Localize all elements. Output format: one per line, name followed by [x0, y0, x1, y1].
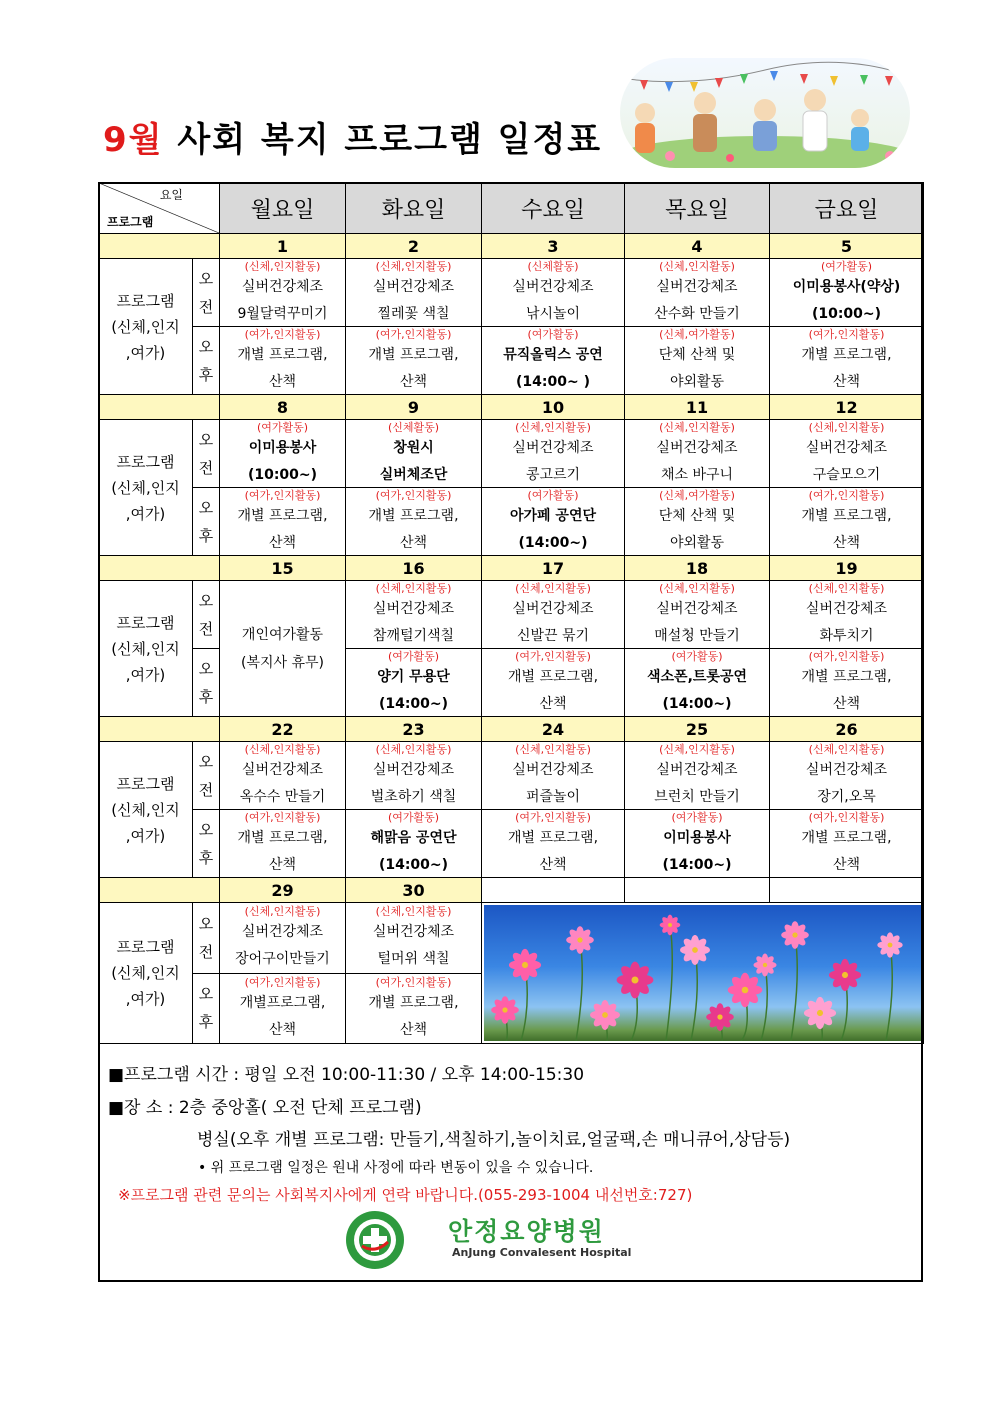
activity-category: (신체,인지활동) [375, 743, 452, 756]
activity-category: (신체,인지활동) [515, 743, 591, 756]
activity-title: 실버건강체조 [656, 601, 738, 617]
activity-title: 이미용봉사 [248, 440, 317, 456]
activity-title: 실버건강체조 [512, 440, 594, 456]
activity-detail: 산책 [268, 1021, 297, 1038]
activity-detail: 산책 [268, 535, 297, 551]
activity-category: (여가활동) [671, 811, 723, 824]
activity-title: 개별프로그램, [239, 994, 326, 1011]
activity-category: (여가,인지활동) [515, 811, 591, 824]
activity-category: (여가,인지활동) [808, 328, 885, 341]
hospital-emblem-icon [340, 1208, 410, 1272]
date-cell: 18 [625, 556, 770, 581]
activity-detail: (14:00~) [378, 696, 449, 712]
activity-title: 실버건강체조 [512, 279, 594, 295]
activity-title: 뮤직올릭스 공연 [503, 347, 603, 363]
pm-label-char: 후 [198, 687, 214, 706]
activity-title: 해맑음 공연단 [370, 830, 457, 846]
activity-category: (신체,인지활동) [244, 905, 321, 919]
activity-detail: (14:00~) [518, 535, 588, 551]
day-header-wed: 수요일 [482, 183, 625, 234]
activity-detail: (복지사 휴무) [241, 654, 324, 671]
activity-detail: 산책 [832, 535, 861, 551]
program-place: ■장 소 : 2층 중앙홀( 오전 단체 프로그램) [108, 1098, 422, 1118]
date-cell: 19 [770, 556, 924, 581]
date-cell: 1 [220, 234, 346, 259]
activity-category: (신체,여가활동) [659, 489, 735, 502]
activity-detail: (10:00~) [811, 306, 882, 322]
activity-title: 개별 프로그램, [237, 830, 328, 846]
am-label-char: 전 [198, 297, 214, 316]
date-cell: 17 [482, 556, 625, 581]
activity-title: 개별 프로그램, [507, 830, 599, 846]
activity-title: 개별 프로그램, [368, 508, 459, 524]
activity-title: 실버건강체조 [512, 762, 594, 778]
activity-title: 실버건강체조 [805, 440, 888, 456]
date-cell: 12 [770, 395, 924, 420]
activity-detail: 산책 [268, 857, 297, 873]
activity-title: 실버건강체조 [805, 601, 888, 617]
date-cell: 30 [346, 878, 482, 903]
date-cell: 4 [625, 234, 770, 259]
row-label-line: 프로그램 [116, 938, 175, 956]
corner-day-label: 요일 [159, 188, 183, 202]
activity-title: 개별 프로그램, [237, 508, 328, 524]
activity-detail: 낚시놀이 [525, 306, 581, 322]
activity-category: (신체,인지활동) [659, 421, 735, 434]
activity-category: (신체활동) [527, 260, 579, 273]
activity-detail: (14:00~) [378, 857, 449, 873]
activity-category: (여가활동) [256, 421, 309, 434]
pm-label-char: 후 [198, 848, 214, 867]
date-cell: 11 [625, 395, 770, 420]
date-cell: 9 [346, 395, 482, 420]
activity-detail: 산책 [832, 696, 861, 712]
am-label-char: 오 [198, 752, 214, 771]
hospital-name-en: AnJung Convalesent Hospital [452, 1246, 632, 1259]
activity-detail: 참깨털기색칠 [372, 628, 455, 644]
am-label-char: 전 [198, 780, 214, 799]
pm-label-char: 후 [198, 365, 214, 384]
activity-category: (여가활동) [671, 650, 723, 663]
am-label-char: 전 [198, 942, 214, 961]
activity-detail: 매설청 만들기 [654, 628, 740, 644]
activity-category: (여가,인지활동) [808, 489, 885, 502]
activity-title: 실버건강체조 [656, 279, 738, 295]
activity-category: (신체,인지활동) [375, 582, 452, 595]
activity-category: (여가,인지활동) [808, 650, 885, 663]
date-cell: 22 [220, 717, 346, 742]
welfare-illustration [620, 58, 910, 168]
row-label-line: ,여가) [125, 504, 166, 523]
activity-detail: 브런치 만들기 [654, 789, 740, 805]
pm-label-char: 오 [198, 498, 214, 517]
activity-title: 실버건강체조 [241, 279, 324, 295]
activity-detail: 장기,오목 [817, 789, 876, 805]
activity-detail: 산책 [832, 374, 861, 390]
activity-category: (여가활동) [387, 811, 440, 824]
activity-title: 실버건강체조 [241, 762, 324, 778]
activity-category: (신체,인지활동) [659, 260, 735, 273]
date-cell: 8 [220, 395, 346, 420]
activity-category: (신체,인지활동) [244, 260, 321, 273]
activity-detail: 9월달력꾸미기 [237, 306, 328, 322]
activity-category: (여가활동) [527, 328, 579, 341]
activity-category: (신체,인지활동) [659, 743, 735, 756]
date-cell: 15 [220, 556, 346, 581]
activity-title: 개별 프로그램, [801, 347, 892, 363]
activity-category: (여가,인지활동) [375, 489, 452, 502]
row-label-line: 프로그램 [116, 452, 175, 471]
row-label-line: 프로그램 [116, 774, 175, 793]
program-time: ■프로그램 시간 : 평일 오전 10:00-11:30 / 오후 14:00-15:30 [108, 1065, 585, 1085]
activity-category: (여가활동) [387, 650, 440, 663]
activity-title: 이미용봉사 [663, 830, 731, 846]
activity-detail: (10:00~) [247, 467, 318, 483]
activity-detail: 야외활동 [669, 374, 725, 390]
am-label-char: 오 [198, 430, 214, 449]
row-label-line: ,여가) [125, 990, 166, 1008]
pm-label-char: 오 [198, 659, 214, 678]
activity-category: (신체,인지활동) [515, 582, 591, 595]
activity-title: 양기 무용단 [377, 669, 450, 685]
pm-label-char: 오 [198, 337, 214, 356]
activity-category: (여가활동) [820, 260, 873, 273]
activity-title: 이미용봉사(약상) [792, 279, 901, 295]
am-label-char: 오 [198, 591, 214, 610]
ward-program: 병실(오후 개별 프로그램: 만들기,색칠하기,놀이치료,얼굴팩,손 매니큐어,상담등) [197, 1130, 791, 1150]
activity-category: (신체,인지활동) [244, 743, 321, 756]
activity-title: 실버건강체조 [372, 279, 455, 295]
page-title [103, 112, 602, 161]
activity-detail: (14:00~) [662, 696, 732, 712]
row-label-line: 프로그램 [116, 291, 175, 310]
row-label-line: ,여가) [125, 826, 166, 845]
date-cell: 23 [346, 717, 482, 742]
date-cell: 5 [770, 234, 924, 259]
activity-category: (신체,여가활동) [659, 328, 735, 341]
corner-program-label: 프로그램 [107, 215, 154, 229]
hospital-name-ko: 안정요양병원 [448, 1217, 605, 1246]
date-cell: 3 [482, 234, 625, 259]
activity-detail: 털머위 색칠 [377, 951, 450, 968]
activity-detail: 산책 [399, 374, 428, 390]
activity-detail: 산책 [539, 857, 567, 873]
row-label-line: (신체,인지 [111, 478, 180, 497]
date-cell: 24 [482, 717, 625, 742]
activity-detail: 화투치기 [819, 628, 874, 644]
activity-detail: 벌초하기 색칠 [370, 789, 457, 805]
activity-category: (신체,인지활동) [659, 582, 735, 595]
activity-detail: 콩고르기 [525, 467, 581, 483]
activity-detail: 구슬모으기 [812, 467, 881, 483]
date-cell: 10 [482, 395, 625, 420]
activity-detail: 산책 [832, 857, 861, 873]
title-text: 사회 복지 프로그램 일정표 [177, 120, 603, 160]
schedule-note: • 위 프로그램 일정은 원내 사정에 따라 변동이 있을 수 있습니다. [198, 1160, 594, 1176]
activity-title: 개인여가활동 [241, 626, 324, 643]
activity-title: 개별 프로그램, [507, 669, 599, 685]
am-label-char: 전 [198, 458, 214, 477]
activity-title: 실버건강체조 [372, 762, 455, 778]
day-header-mon: 월요일 [220, 183, 346, 234]
pm-label-char: 오 [198, 820, 214, 839]
activity-detail: 야외활동 [669, 535, 725, 551]
row-label-line: (신체,인지 [111, 639, 180, 658]
activity-title: 개별 프로그램, [801, 830, 892, 846]
activity-detail: 신발끈 묶기 [516, 628, 590, 644]
activity-title: 실버건강체조 [372, 601, 455, 617]
date-cell: 16 [346, 556, 482, 581]
activity-category: (여가활동) [527, 489, 579, 502]
pm-label-char: 오 [198, 985, 214, 1004]
activity-title: 실버건강체조 [656, 440, 738, 456]
date-cell: 29 [220, 878, 346, 903]
activity-category: (여가,인지활동) [375, 975, 452, 989]
date-cell: 25 [625, 717, 770, 742]
row-label-line: 프로그램 [116, 613, 175, 632]
activity-category: (신체,인지활동) [375, 905, 452, 919]
am-label-char: 오 [198, 269, 214, 288]
row-label-line: (신체,인지 [111, 800, 180, 819]
activity-detail: 산책 [399, 535, 428, 551]
activity-title: 실버건강체조 [805, 762, 888, 778]
row-label-line: (신체,인지 [111, 964, 180, 982]
activity-category: (신체,인지활동) [808, 421, 885, 434]
am-label-char: 오 [198, 914, 214, 933]
activity-title: 단체 산책 및 [658, 347, 736, 363]
date-cell: 2 [346, 234, 482, 259]
activity-title: 실버건강체조 [512, 601, 594, 617]
activity-title: 창원시 [393, 440, 434, 456]
activity-detail: 산책 [399, 1021, 428, 1038]
pm-label-char: 후 [198, 1013, 214, 1032]
activity-detail: (14:00~ ) [516, 374, 590, 390]
activity-category: (신체,인지활동) [515, 421, 591, 434]
date-cell: 26 [770, 717, 924, 742]
activity-category: (신체,인지활동) [375, 260, 452, 273]
activity-title: 색소폰,트롯공연 [647, 669, 747, 685]
activity-title: 실버건강체조 [656, 762, 738, 778]
row-label-line: ,여가) [125, 343, 166, 362]
hospital-logo [340, 1208, 680, 1268]
activity-title: 실버건강체조 [241, 924, 324, 941]
activity-category: (여가,인지활동) [244, 811, 321, 824]
activity-title: 실버건강체조 [372, 924, 455, 941]
activity-category: (여가,인지활동) [808, 811, 885, 824]
activity-category: (여가,인지활동) [244, 489, 321, 502]
activity-category: (여가,인지활동) [244, 328, 321, 341]
activity-category: (여가,인지활동) [515, 650, 591, 663]
contact-info: ※프로그램 관련 문의는 사회복지사에게 연락 바랍니다.(055-293-1004 내선번호:727) [118, 1186, 693, 1204]
activity-category: (신체활동) [387, 421, 440, 434]
am-label-char: 전 [198, 619, 214, 638]
day-header-thu: 목요일 [625, 183, 770, 234]
activity-detail: 산책 [539, 696, 567, 712]
activity-detail: 찔레꽃 색칠 [377, 306, 450, 322]
activity-title: 개별 프로그램, [801, 669, 892, 685]
row-label-line: ,여가) [125, 665, 166, 684]
activity-detail: 옥수수 만들기 [239, 789, 326, 805]
activity-detail: 실버체조단 [379, 467, 448, 483]
activity-title: 개별 프로그램, [368, 347, 459, 363]
activity-detail: 산책 [268, 374, 297, 390]
activity-title: 개별 프로그램, [801, 508, 892, 524]
activity-category: (여가,인지활동) [244, 975, 321, 989]
activity-title: 단체 산책 및 [658, 508, 736, 524]
activity-detail: 퍼즐놀이 [525, 789, 581, 805]
row-label-line: (신체,인지 [111, 317, 180, 336]
activity-detail: 장어구이만들기 [235, 951, 330, 968]
activity-title: 개별 프로그램, [237, 347, 328, 363]
title-month: 9월 [103, 120, 164, 160]
pm-label-char: 후 [198, 526, 214, 545]
activity-title: 아가페 공연단 [509, 508, 597, 524]
activity-title: 개별 프로그램, [368, 994, 459, 1011]
activity-category: (여가,인지활동) [375, 328, 452, 341]
activity-detail: 채소 바구니 [660, 467, 734, 483]
activity-category: (신체,인지활동) [808, 582, 885, 595]
day-header-tue: 화요일 [346, 183, 482, 234]
activity-category: (신체,인지활동) [808, 743, 885, 756]
day-header-fri: 금요일 [770, 183, 924, 234]
activity-detail: 산수화 만들기 [654, 306, 740, 322]
activity-detail: (14:00~) [662, 857, 732, 873]
